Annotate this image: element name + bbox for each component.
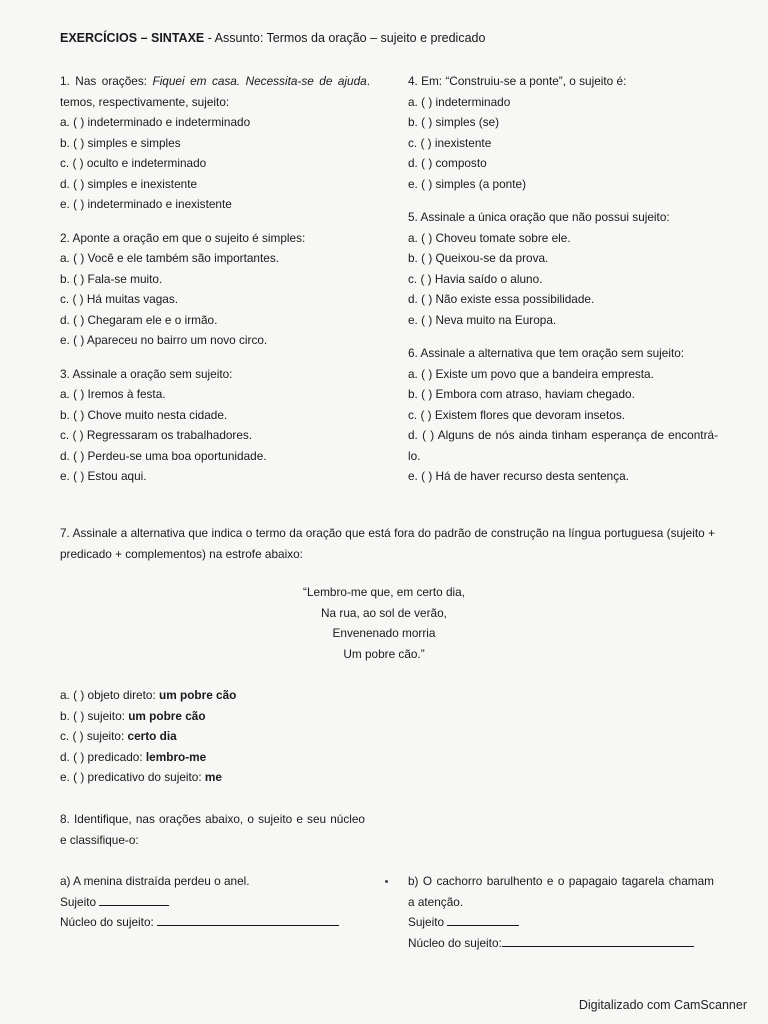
option[interactable]: e. ( ) indeterminado e inexistente — [60, 197, 232, 211]
option[interactable]: e. ( ) Apareceu no bairro um novo circo. — [60, 333, 268, 347]
nucleo-label: Núcleo do sujeito: — [60, 915, 154, 929]
option[interactable]: e. ( ) Há de haver recurso desta sentença. — [408, 469, 629, 483]
option[interactable]: d. ( ) simples e inexistente — [60, 176, 198, 191]
option[interactable]: c. ( ) Há muitas vagas. — [60, 292, 179, 306]
option[interactable]: c. ( ) Regressaram os trabalhadores. — [60, 428, 253, 442]
nucleo-label: Núcleo do sujeito: — [408, 935, 502, 950]
option[interactable]: c. ( ) oculto e indeterminado — [60, 156, 207, 170]
option[interactable]: d. ( ) Perdeu-se uma boa oportunidade. — [60, 448, 267, 463]
option[interactable]: b. ( ) simples (se) — [408, 115, 500, 129]
question-7-options — [60, 685, 236, 788]
option-term: um pobre cão — [128, 708, 206, 723]
option[interactable]: e. ( ) Estou aqui. — [60, 469, 147, 483]
sujeito-a-blank[interactable] — [99, 893, 169, 906]
option[interactable]: c. ( ) inexistente — [408, 135, 492, 150]
option[interactable]: d. ( ) Alguns de nós ainda tinham esperança de encontrá-lo. — [408, 428, 718, 463]
option[interactable] — [60, 706, 236, 727]
sujeito-label: Sujeito — [60, 894, 97, 909]
sentence-a: a) A menina distraída perdeu o anel. — [60, 874, 250, 888]
question-2 — [60, 228, 370, 351]
option-prefix: a. ( ) objeto direto: — [60, 688, 160, 702]
option-prefix: d. ( ) predicado: — [60, 749, 146, 764]
question-1 — [60, 71, 370, 215]
sujeito-label: Sujeito — [408, 915, 445, 929]
sujeito-b-row — [408, 912, 714, 933]
question-8-text: 8. Identifique, nas orações abaixo, o sujeito e seu núcleo e classifique-o: — [60, 812, 365, 847]
question-1-number: 1. Nas orações: — [60, 74, 153, 88]
title-rest: - Assunto: Termos da oração – sujeito e predicado — [204, 31, 486, 45]
scanner-watermark: Digitalizado com CamScanner — [578, 998, 747, 1012]
sentence-b: b) O cachorro barulhento e o papagaio tagarela chamam a atenção. — [408, 874, 714, 909]
option[interactable]: c. ( ) Existem flores que devoram insetos. — [408, 407, 626, 422]
option[interactable]: a. ( ) Você e ele também são importantes. — [60, 251, 280, 265]
option-term: certo dia — [127, 729, 177, 743]
option[interactable] — [60, 747, 236, 768]
option[interactable]: a. ( ) indeterminado e indeterminado — [60, 115, 251, 129]
option[interactable]: a. ( ) Iremos à festa. — [60, 387, 166, 401]
question-1-text — [60, 71, 370, 112]
question-4 — [408, 71, 718, 194]
option[interactable]: b. ( ) Chove muito nesta cidade. — [60, 407, 228, 422]
sujeito-a-row — [60, 892, 360, 913]
option[interactable] — [60, 767, 236, 788]
question-3 — [60, 364, 370, 487]
option[interactable] — [60, 726, 236, 747]
question-1-italic: Fiquei em casa. Necessita-se de ajuda — [152, 74, 367, 88]
question-7-text: 7. Assinale a alternativa que indica o termo da oração que está fora do padrão de construção na língua portuguesa (sujeito + predicado + complementos) na estrofe abaixo: — [60, 526, 715, 561]
poem-stanza — [0, 582, 768, 664]
option-term: lembro-me — [145, 749, 207, 764]
option[interactable]: b. ( ) Fala-se muito. — [60, 271, 163, 286]
option[interactable]: a. ( ) indeterminado — [408, 94, 511, 109]
nucleo-a-row — [60, 912, 360, 933]
poem-line: “Lembro-me que, em certo dia, — [303, 585, 465, 599]
nucleo-b-blank[interactable] — [502, 934, 694, 947]
scan-dot — [385, 880, 388, 883]
nucleo-b-row — [408, 933, 714, 954]
right-column — [408, 71, 718, 500]
question-8b — [408, 871, 714, 953]
question-8a — [60, 871, 360, 933]
option-prefix: c. ( ) sujeito: — [60, 729, 128, 743]
option-prefix: e. ( ) predicativo do sujeito: — [60, 770, 205, 784]
question-6-text: 6. Assinale a alternativa que tem oração sem sujeito: — [408, 346, 685, 360]
nucleo-a-blank[interactable] — [157, 913, 339, 926]
option[interactable]: d. ( ) composto — [408, 156, 487, 170]
option[interactable]: e. ( ) simples (a ponte) — [408, 176, 527, 191]
poem-line: Na rua, ao sol de verão, — [321, 605, 447, 620]
question-5 — [408, 207, 718, 330]
option[interactable]: b. ( ) Embora com atraso, haviam chegado. — [408, 387, 635, 401]
page-title — [60, 31, 485, 45]
option-prefix: b. ( ) sujeito: — [60, 708, 129, 723]
option[interactable]: b. ( ) Queixou-se da prova. — [408, 251, 549, 265]
poem-line: Um pobre cão.” — [343, 646, 425, 661]
sujeito-b-blank[interactable] — [447, 913, 519, 926]
question-4-text: 4. Em: “Construiu-se a ponte”, o sujeito é: — [408, 74, 627, 88]
option[interactable]: e. ( ) Neva muito na Europa. — [408, 312, 557, 327]
question-3-text: 3. Assinale a oração sem sujeito: — [60, 366, 233, 381]
title-bold: EXERCÍCIOS – SINTAXE — [60, 31, 205, 45]
left-column — [60, 71, 370, 500]
poem-line: Envenenado morria — [332, 626, 436, 640]
question-1-rest: . temos, respectivamente, sujeito: — [60, 74, 370, 109]
question-2-text: 2. Aponte a oração em que o sujeito é simples: — [60, 230, 306, 245]
option-term: um pobre cão — [159, 688, 237, 702]
option[interactable]: d. ( ) Não existe essa possibilidade. — [408, 292, 595, 306]
option[interactable]: a. ( ) Existe um povo que a bandeira empresta. — [408, 366, 654, 381]
option[interactable] — [60, 685, 236, 706]
option[interactable]: b. ( ) simples e simples — [60, 135, 181, 150]
question-5-text: 5. Assinale a única oração que não possui sujeito: — [408, 210, 670, 224]
option[interactable]: c. ( ) Havia saído o aluno. — [408, 271, 543, 286]
option[interactable]: a. ( ) Choveu tomate sobre ele. — [408, 230, 571, 245]
option-term: me — [204, 770, 222, 784]
question-6 — [408, 343, 718, 487]
option[interactable]: d. ( ) Chegaram ele e o irmão. — [60, 312, 218, 327]
